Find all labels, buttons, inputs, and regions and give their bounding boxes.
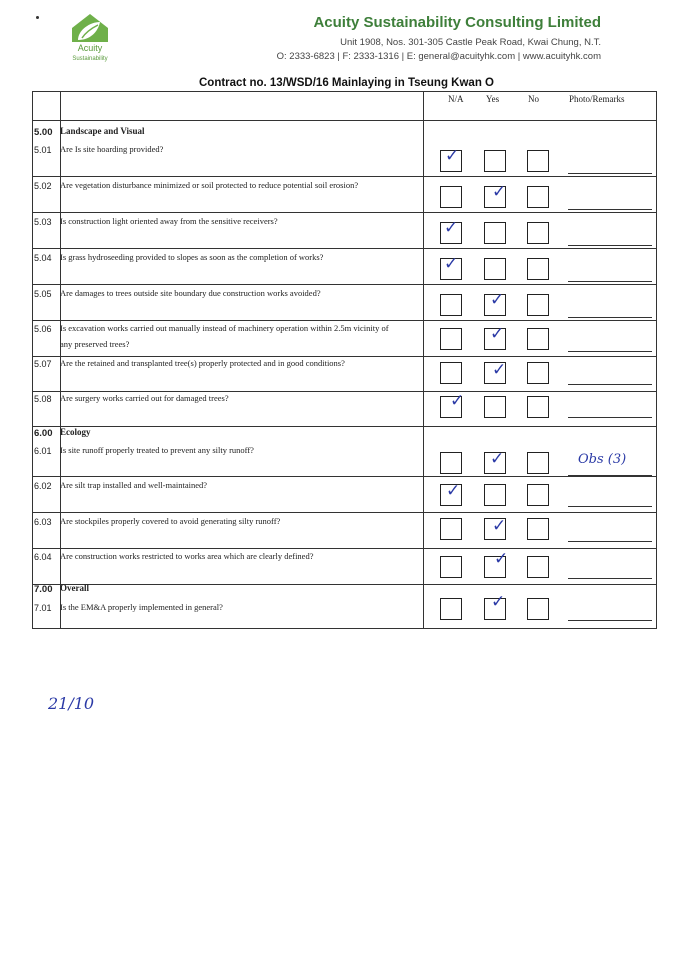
no-checkbox[interactable] (527, 222, 549, 244)
item-question: Are silt trap installed and well-maintained? (60, 480, 208, 490)
item-question: Is site runoff properly treated to prevent any silty runoff? (60, 445, 254, 455)
handwritten-date: 21/10 (48, 694, 95, 713)
na-checkbox[interactable] (440, 518, 462, 540)
item-question: Is grass hydroseeding provided to slopes as soon as the completion of works? (60, 252, 324, 262)
section-number: 7.00 (34, 584, 53, 595)
remarks-line (568, 475, 652, 476)
no-checkbox[interactable] (527, 150, 549, 172)
item-question: Are surgery works carried out for damaged trees? (60, 393, 229, 403)
section-number: 5.00 (34, 127, 53, 138)
no-checkbox[interactable] (527, 484, 549, 506)
no-checkbox[interactable] (527, 598, 549, 620)
contract-title: Contract no. 13/WSD/16 Mainlaying in Tseung Kwan O (199, 77, 494, 89)
remarks-line (568, 620, 652, 621)
no-checkbox[interactable] (527, 556, 549, 578)
remarks-line (568, 245, 652, 246)
section-title: Overall (60, 583, 89, 593)
item-number: 5.05 (34, 289, 52, 299)
logo-subtitle: Sustainability (72, 56, 108, 62)
check-mark-icon: ✓ (492, 182, 507, 202)
item-number: 5.01 (34, 145, 52, 155)
remarks-line (568, 541, 652, 542)
check-mark-icon: ✓ (444, 218, 459, 238)
item-question: Are Is site hoarding provided? (60, 144, 164, 154)
no-checkbox[interactable] (527, 258, 549, 280)
no-checkbox[interactable] (527, 328, 549, 350)
yes-checkbox[interactable] (484, 150, 506, 172)
remarks-line (568, 281, 652, 282)
item-number: 7.01 (34, 603, 52, 613)
check-mark-icon: ✓ (490, 290, 505, 310)
remarks-line (568, 317, 652, 318)
check-mark-icon: ✓ (492, 360, 507, 380)
check-mark-icon: ✓ (490, 324, 505, 344)
col-header-no: No (528, 94, 539, 104)
remarks-line (568, 578, 652, 579)
na-checkbox[interactable] (440, 328, 462, 350)
check-mark-icon: ✓ (444, 254, 459, 274)
company-contact: O: 2333-6823 | F: 2333-1316 | E: general@acuityhk.com | www.acuityhk.com (276, 51, 601, 62)
item-number: 5.04 (34, 253, 52, 263)
yes-checkbox[interactable] (484, 396, 506, 418)
remarks-line (568, 384, 652, 385)
remarks-line (568, 209, 652, 210)
item-question: Are damages to trees outside site boundary due construction works avoided? (60, 288, 321, 298)
section-number: 6.00 (34, 428, 53, 439)
section-title: Ecology (60, 427, 91, 437)
check-mark-icon: ✓ (446, 481, 461, 501)
check-mark-icon: ✓ (450, 391, 465, 411)
item-question: Are the retained and transplanted tree(s) properly protected and in good conditions? (60, 358, 345, 368)
item-question: Are stockpiles properly covered to avoid generating silty runoff? (60, 516, 281, 526)
item-question: Are vegetation disturbance minimized or soil protected to reduce potential soil erosion? (60, 180, 359, 190)
no-checkbox[interactable] (527, 518, 549, 540)
check-mark-icon: ✓ (492, 516, 507, 536)
na-checkbox[interactable] (440, 294, 462, 316)
company-address: Unit 1908, Nos. 301-305 Castle Peak Road, Kwai Chung, N.T. (340, 37, 601, 48)
house-leaf-icon (68, 10, 112, 44)
item-number: 5.06 (34, 324, 52, 334)
no-checkbox[interactable] (527, 396, 549, 418)
item-question: Are construction works restricted to works area which are clearly defined? (60, 551, 314, 561)
check-mark-icon: ✓ (494, 549, 509, 569)
item-question: Is excavation works carried out manually instead of machinery operation within 2.5m vicinity of (60, 323, 389, 333)
item-question: Is the EM&A properly implemented in general? (60, 602, 223, 612)
section-title: Landscape and Visual (60, 126, 145, 136)
remarks-line (568, 417, 652, 418)
no-checkbox[interactable] (527, 186, 549, 208)
check-mark-icon: ✓ (490, 449, 505, 469)
col-header-na: N/A (448, 94, 464, 104)
item-number: 6.01 (34, 446, 52, 456)
na-checkbox[interactable] (440, 362, 462, 384)
item-question: Is construction light oriented away from the sensitive receivers? (60, 216, 278, 226)
na-checkbox[interactable] (440, 452, 462, 474)
yes-checkbox[interactable] (484, 258, 506, 280)
item-number: 6.04 (34, 552, 52, 562)
item-number: 5.03 (34, 217, 52, 227)
remarks-line (568, 506, 652, 507)
remarks-handwriting: Obs (3) (578, 452, 627, 467)
col-header-yes: Yes (486, 94, 500, 104)
na-checkbox[interactable] (440, 186, 462, 208)
check-mark-icon: ✓ (491, 592, 506, 612)
logo-name: Acuity (77, 43, 103, 53)
remarks-line (568, 351, 652, 352)
no-checkbox[interactable] (527, 294, 549, 316)
item-number: 5.07 (34, 359, 52, 369)
company-logo (60, 10, 130, 68)
item-number: 6.02 (34, 481, 52, 491)
yes-checkbox[interactable] (484, 484, 506, 506)
yes-checkbox[interactable] (484, 222, 506, 244)
na-checkbox[interactable] (440, 598, 462, 620)
item-question-continued: any preserved trees? (60, 339, 130, 349)
item-number: 5.02 (34, 181, 52, 191)
scan-speck (36, 16, 39, 19)
item-number: 5.08 (34, 394, 52, 404)
remarks-line (568, 173, 652, 174)
check-mark-icon: ✓ (445, 146, 460, 166)
item-number: 6.03 (34, 517, 52, 527)
no-checkbox[interactable] (527, 452, 549, 474)
no-checkbox[interactable] (527, 362, 549, 384)
company-name: Acuity Sustainability Consulting Limited (313, 14, 601, 31)
col-header-remarks: Photo/Remarks (569, 94, 625, 104)
na-checkbox[interactable] (440, 556, 462, 578)
